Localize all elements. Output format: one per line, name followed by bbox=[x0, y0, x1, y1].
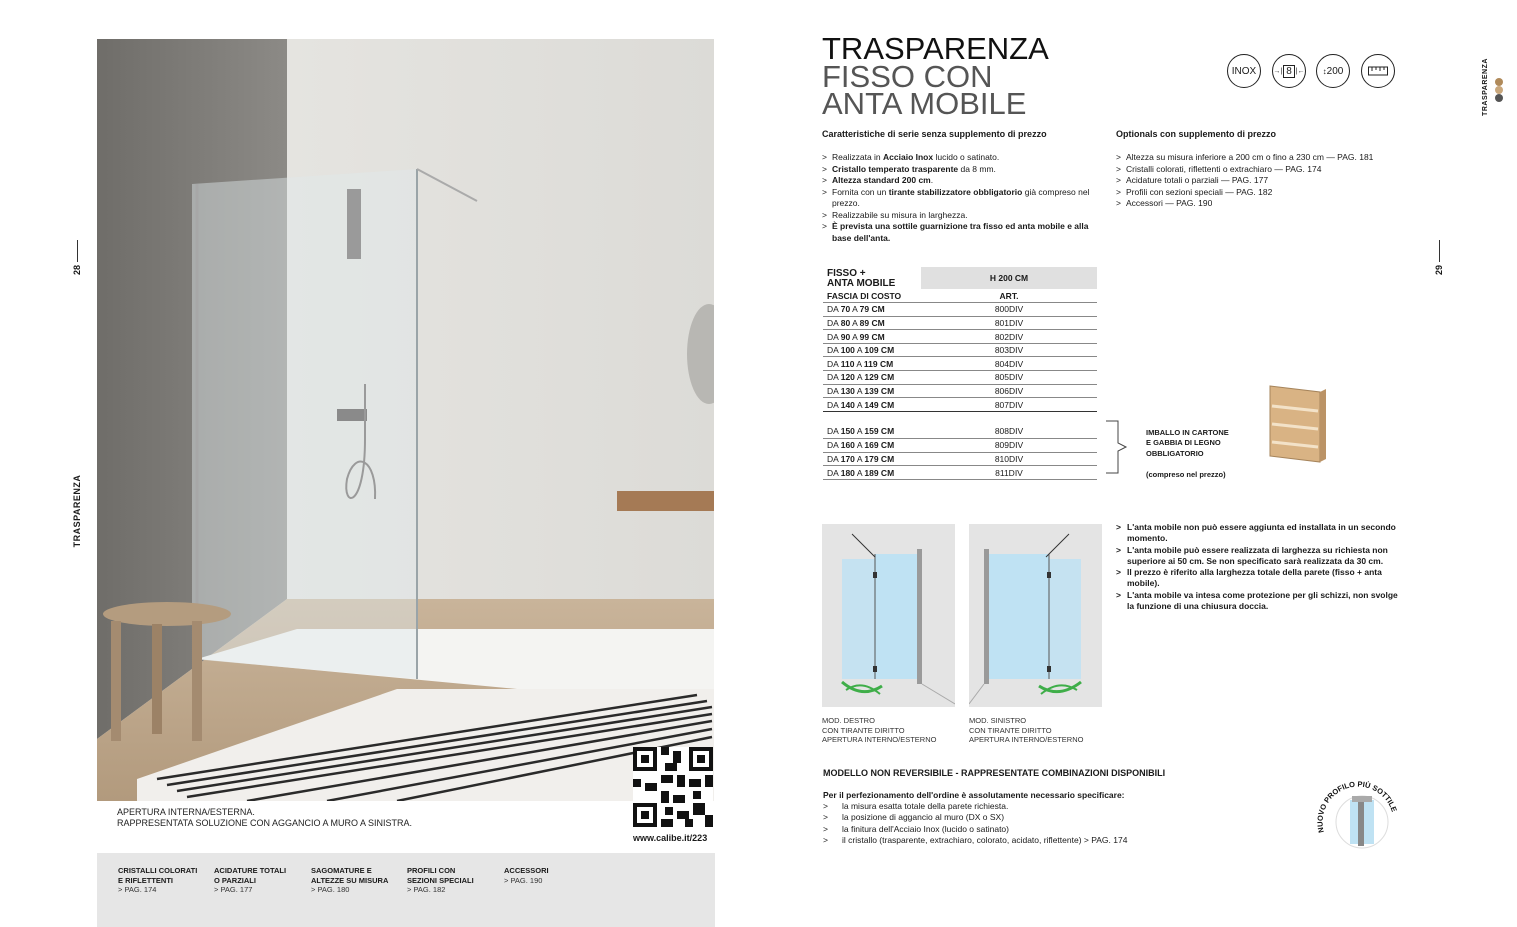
range-to: 149 CM bbox=[864, 399, 895, 410]
range-from: 130 bbox=[840, 385, 855, 396]
footer-item-profili bbox=[407, 866, 474, 895]
list-item: > Realizzata in Acciaio Inox lucido o satinato. bbox=[822, 152, 1102, 164]
range-to: 129 CM bbox=[864, 372, 895, 383]
a-label: A bbox=[852, 317, 858, 328]
a-label: A bbox=[856, 453, 863, 464]
diagram-left-model bbox=[969, 524, 1102, 707]
da-label: DA bbox=[827, 372, 839, 383]
footer-item-title: ACIDATURE TOTALI O PARZIALI bbox=[214, 866, 287, 885]
da-label: DA bbox=[827, 385, 839, 396]
footer-item-acidature bbox=[214, 866, 286, 895]
range-to: 119 CM bbox=[863, 358, 894, 369]
left-side-tab: TRASPARENZA bbox=[72, 474, 82, 548]
list-item: > Cristalli colorati, riflettenti o extrachiaro — PAG. 174 bbox=[1116, 164, 1406, 176]
list-item: > la misura esatta totale della parete richiesta. bbox=[823, 801, 1127, 812]
price-range-cell bbox=[823, 316, 921, 330]
packaging-note bbox=[1146, 417, 1229, 491]
a-label: A bbox=[852, 331, 858, 342]
packaging-note-text: IMBALLO IN CARTONE E GABBIA DI LEGNO OBBLIGATORIO bbox=[1146, 427, 1229, 458]
photo-caption bbox=[117, 807, 412, 829]
standard-features-list bbox=[822, 152, 1102, 244]
range-from: 100 bbox=[840, 345, 855, 356]
footer-item-title: PROFILI CON SEZIONI SPECIALI bbox=[407, 866, 474, 885]
price-range-cell bbox=[823, 384, 921, 398]
a-label: A bbox=[856, 345, 863, 356]
diagram-right-model bbox=[822, 524, 955, 707]
model-heading: MODELLO NON REVERSIBILE - RAPPRESENTATE COMBINAZIONI DISPONIBILI bbox=[823, 768, 1166, 778]
a-label: A bbox=[856, 467, 863, 478]
a-label: A bbox=[856, 426, 863, 437]
inox-badge bbox=[1227, 54, 1261, 88]
packaging-note-sub: (compreso nel prezzo) bbox=[1146, 469, 1226, 479]
da-label: DA bbox=[827, 304, 839, 315]
article-code-cell: 801DIV bbox=[921, 316, 1097, 330]
price-range-cell bbox=[823, 466, 921, 480]
footer-item-title: ACCESSORI bbox=[504, 866, 549, 875]
list-item: > Accessori — PAG. 190 bbox=[1116, 198, 1406, 210]
da-label: DA bbox=[827, 399, 839, 410]
range-from: 180 bbox=[840, 467, 855, 478]
a-label: A bbox=[856, 440, 863, 451]
ruler-icon bbox=[1361, 54, 1395, 88]
price-table bbox=[823, 267, 1097, 480]
height-badge-label: 200 bbox=[1326, 65, 1344, 77]
table-row bbox=[823, 316, 1097, 330]
inox-badge-label: INOX bbox=[1231, 65, 1257, 77]
product-title: TRASPARENZA bbox=[822, 31, 1049, 66]
article-code-cell: 800DIV bbox=[921, 303, 1097, 317]
a-label: A bbox=[856, 399, 863, 410]
list-item: > L'anta mobile può essere realizzata di larghezza su richiesta non superiore ai 50 cm. Se non specificato sarà realizzata da 30 cm. bbox=[1116, 545, 1398, 568]
article-code-cell: 809DIV bbox=[921, 439, 1097, 453]
price-range-cell bbox=[823, 439, 921, 453]
right-side-tab: TRASPARENZA bbox=[1482, 58, 1489, 116]
footer-item-page: > PAG. 174 bbox=[118, 885, 157, 894]
da-label: DA bbox=[827, 331, 839, 342]
website-link[interactable]: www.calibe.it/223 bbox=[633, 833, 708, 843]
footer-item-cristalli bbox=[118, 866, 197, 895]
diagram-right-caption: MOD. DESTRO CON TIRANTE DIRITTO APERTURA INTERNO/ESTERNO bbox=[822, 716, 937, 744]
range-from: 120 bbox=[840, 372, 855, 383]
price-range-cell bbox=[823, 371, 921, 385]
range-to: 169 CM bbox=[864, 440, 895, 451]
da-label: DA bbox=[827, 317, 839, 328]
list-item: > È prevista una sottile guarnizione tra fisso ed anta mobile e alla base dell'anta. bbox=[822, 221, 1102, 244]
range-to: 109 CM bbox=[864, 345, 895, 356]
table-row bbox=[823, 398, 1097, 412]
range-from: 140 bbox=[840, 399, 855, 410]
a-label: A bbox=[852, 304, 858, 315]
range-to: 179 CM bbox=[864, 453, 895, 464]
right-side-tab-wrap bbox=[1470, 60, 1500, 120]
da-label: DA bbox=[827, 453, 839, 464]
da-label: DA bbox=[827, 426, 839, 437]
range-to: 89 CM bbox=[859, 317, 885, 328]
footer-item-title: SAGOMATURE E ALTEZZE SU MISURA bbox=[311, 866, 389, 885]
table-row bbox=[823, 439, 1097, 453]
shower-photo bbox=[97, 39, 714, 801]
range-to: 159 CM bbox=[864, 426, 895, 437]
da-label: DA bbox=[827, 440, 839, 451]
optionals-heading: Optionals con supplemento di prezzo bbox=[1116, 129, 1277, 139]
list-item: > Realizzabile su misura in larghezza. bbox=[822, 210, 1102, 222]
table-row bbox=[823, 343, 1097, 357]
optionals-list bbox=[1116, 152, 1406, 210]
price-range-cell bbox=[823, 357, 921, 371]
price-range-cell bbox=[823, 343, 921, 357]
article-code-cell: 803DIV bbox=[921, 343, 1097, 357]
da-label: DA bbox=[827, 358, 839, 369]
footer-item-page: > PAG. 182 bbox=[407, 885, 446, 894]
list-item: > Profili con sezioni speciali — PAG. 182 bbox=[1116, 187, 1406, 199]
caption-line-2: RAPPRESENTATA SOLUZIONE CON AGGANCIO A MURO A SINISTRA. bbox=[117, 818, 413, 828]
range-to: 189 CM bbox=[864, 467, 895, 478]
list-item: > il cristallo (trasparente, extrachiaro, colorato, acidato, riflettente) > PAG. 174 bbox=[823, 835, 1127, 846]
bracket-icon bbox=[1104, 419, 1144, 475]
options-footer bbox=[97, 853, 715, 927]
range-from: 160 bbox=[840, 440, 855, 451]
range-to: 99 CM bbox=[859, 331, 885, 342]
footer-item-page: > PAG. 180 bbox=[311, 885, 350, 894]
da-label: DA bbox=[827, 345, 839, 356]
order-list bbox=[823, 801, 1127, 846]
da-label: DA bbox=[827, 467, 839, 478]
table-height-header: H 200 CM bbox=[921, 267, 1097, 289]
table-row bbox=[823, 357, 1097, 371]
footer-item-accessori bbox=[504, 866, 549, 885]
list-item: > L'anta mobile va intesa come protezione per gli schizzi, non svolge la funzione di una chiusura doccia. bbox=[1116, 590, 1398, 613]
price-range-cell bbox=[823, 398, 921, 412]
range-to: 79 CM bbox=[859, 304, 885, 315]
left-page-number-line bbox=[77, 240, 78, 262]
wooden-crate-icon bbox=[1268, 384, 1328, 464]
qr-code[interactable] bbox=[633, 747, 713, 827]
range-from: 110 bbox=[840, 358, 855, 369]
article-code-cell: 805DIV bbox=[921, 371, 1097, 385]
article-code-cell: 806DIV bbox=[921, 384, 1097, 398]
range-from: 80 bbox=[840, 317, 851, 328]
footer-item-title: CRISTALLI COLORATI E RIFLETTENTI bbox=[118, 866, 198, 885]
a-label: A bbox=[856, 358, 862, 369]
table-col-header: FASCIA DI COSTO bbox=[823, 289, 921, 303]
table-row bbox=[823, 303, 1097, 317]
article-code-cell: 810DIV bbox=[921, 452, 1097, 466]
product-subtitle: FISSO CON ANTA MOBILE bbox=[822, 59, 1027, 121]
table-row bbox=[823, 384, 1097, 398]
list-item: > Fornita con un tirante stabilizzatore obbligatorio già compreso nel prezzo. bbox=[822, 187, 1102, 210]
table-product-header: FISSO + ANTA MOBILE bbox=[827, 268, 896, 289]
list-item: > la finitura dell'Acciaio Inox (lucido o satinato) bbox=[823, 824, 1127, 835]
height-badge: ↕ 200 bbox=[1316, 54, 1350, 88]
price-range-cell bbox=[823, 303, 921, 317]
left-page-number: 28 bbox=[72, 265, 82, 276]
right-page-number-line bbox=[1439, 240, 1440, 262]
range-from: 90 bbox=[840, 331, 851, 342]
diagram-left-caption: MOD. SINISTRO CON TIRANTE DIRITTO APERTURA INTERNO/ESTERNO bbox=[969, 716, 1084, 744]
footer-item-page: > PAG. 177 bbox=[214, 885, 253, 894]
color-dot-icon bbox=[1495, 94, 1503, 102]
list-item: > Acidature totali o parziali — PAG. 177 bbox=[1116, 175, 1406, 187]
footer-item-sagomature bbox=[311, 866, 388, 895]
list-item: > la posizione di aggancio al muro (DX o SX) bbox=[823, 812, 1127, 823]
a-label: A bbox=[856, 385, 863, 396]
thin-profile-badge bbox=[1312, 772, 1402, 854]
list-item: > L'anta mobile non può essere aggiunta ed installata in un secondo momento. bbox=[1116, 522, 1398, 545]
order-heading: Per il perfezionamento dell'ordine è assolutamente necessario specificare: bbox=[823, 790, 1125, 800]
table-row bbox=[823, 330, 1097, 344]
table-row bbox=[823, 466, 1097, 480]
price-range-cell bbox=[823, 330, 921, 344]
profile-badge-text: NUOVO PROFILO PIÙ SOTTILE bbox=[1315, 779, 1399, 834]
price-range-cell bbox=[823, 425, 921, 439]
list-item: > Altezza su misura inferiore a 200 cm o fino a 230 cm — PAG. 181 bbox=[1116, 152, 1406, 164]
list-item: > Altezza standard 200 cm. bbox=[822, 175, 1102, 187]
article-code-cell: 802DIV bbox=[921, 330, 1097, 344]
thickness-badge: →| 8 |← bbox=[1272, 54, 1306, 88]
color-dot-icon bbox=[1495, 78, 1503, 86]
range-from: 170 bbox=[840, 453, 855, 464]
article-code-cell: 808DIV bbox=[921, 425, 1097, 439]
list-item: > Cristallo temperato trasparente da 8 mm. bbox=[822, 164, 1102, 176]
notes-list bbox=[1116, 522, 1398, 612]
range-from: 150 bbox=[840, 426, 855, 437]
range-to: 139 CM bbox=[864, 385, 895, 396]
table-row bbox=[823, 452, 1097, 466]
color-dot-icon bbox=[1495, 86, 1503, 94]
article-code-cell: 807DIV bbox=[921, 398, 1097, 412]
thickness-badge-label: 8 bbox=[1283, 65, 1295, 78]
caption-line-1: APERTURA INTERNA/ESTERNA. bbox=[117, 807, 255, 817]
footer-item-page: > PAG. 190 bbox=[504, 875, 543, 885]
article-code-cell: 804DIV bbox=[921, 357, 1097, 371]
table-col-header: ART. bbox=[921, 289, 1097, 303]
a-label: A bbox=[856, 372, 863, 383]
article-code-cell: 811DIV bbox=[921, 466, 1097, 480]
list-item: > Il prezzo è riferito alla larghezza totale della parete (fisso + anta mobile). bbox=[1116, 567, 1398, 590]
right-page-number: 29 bbox=[1434, 265, 1444, 276]
table-row bbox=[823, 371, 1097, 385]
table-row bbox=[823, 425, 1097, 439]
price-range-cell bbox=[823, 452, 921, 466]
standard-features-heading: Caratteristiche di serie senza supplemento di prezzo bbox=[822, 129, 1047, 139]
range-from: 70 bbox=[840, 304, 851, 315]
